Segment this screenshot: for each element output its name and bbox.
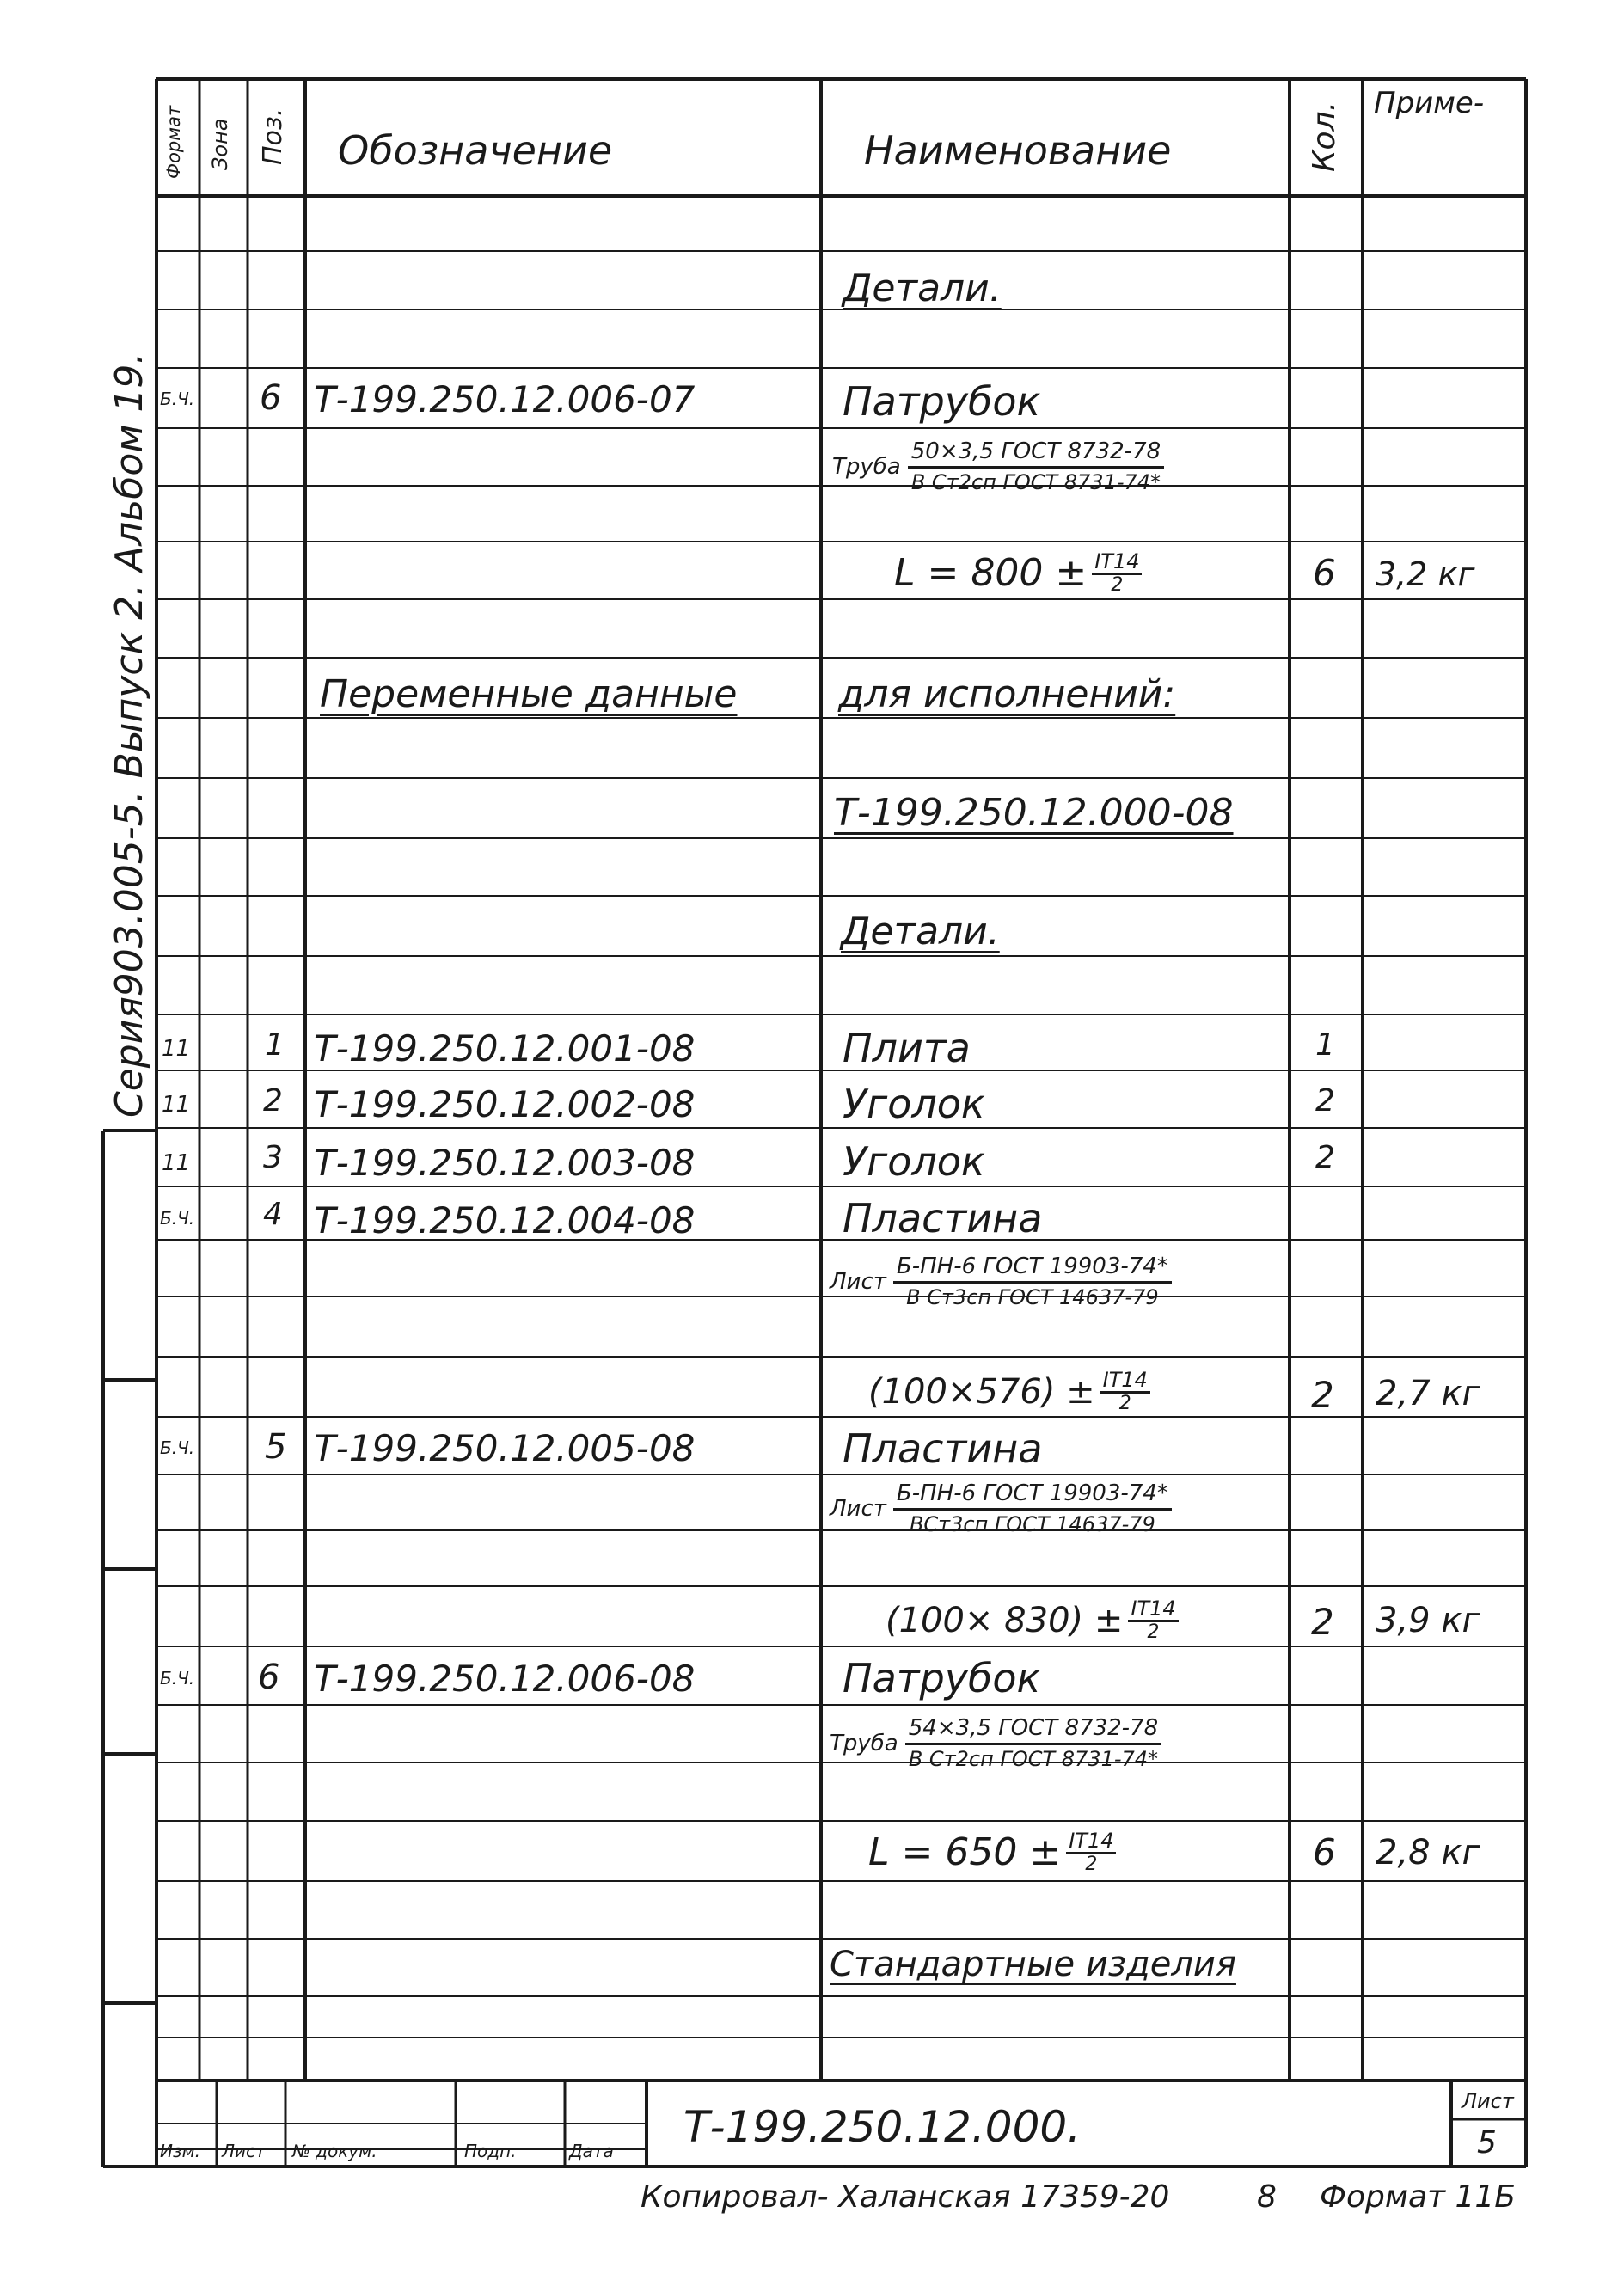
length-value: L = 800 ± (894, 551, 1088, 595)
tolerance-denominator: 2 (1111, 574, 1124, 596)
row-format: 11 (162, 1150, 191, 1176)
material-denominator: В Ст3сп ГОСТ 14637-79 (906, 1285, 1159, 1309)
footer-format: Формат 11Б (1320, 2179, 1517, 2215)
tb-col-sign: Подп. (464, 2141, 517, 2161)
length-value: (100× 830) ± (886, 1600, 1124, 1640)
row-designation: Т-199.250.12.001-08 (314, 1027, 696, 1070)
tolerance-denominator: 2 (1118, 1393, 1131, 1414)
header-pos: Поз. (258, 107, 288, 165)
qty-value: 6 (1313, 552, 1336, 594)
row-name: Уголок (843, 1081, 985, 1127)
tb-col-doc: № докум. (292, 2141, 377, 2161)
material-denominator: ВСт3сп ГОСТ 14637-79 (909, 1512, 1155, 1536)
material-spec (830, 1715, 1161, 1771)
material-lead: Труба (832, 453, 901, 480)
material-lead: Труба (830, 1730, 898, 1756)
qty-value: 2 (1311, 1601, 1334, 1643)
material-numerator: Б-ПН-6 ГОСТ 19903-74* (893, 1480, 1172, 1511)
length-value: L = 650 ± (868, 1830, 1062, 1874)
row-pos: 6 (260, 378, 282, 418)
material-spec (830, 1253, 1172, 1309)
header-zone: Зона (208, 118, 232, 170)
footer-number: 8 (1257, 2179, 1277, 2215)
length-value: (100×576) ± (868, 1371, 1095, 1412)
document-number: Т-199.250.12.000. (683, 2102, 1082, 2152)
material-fraction (905, 1715, 1161, 1771)
material-denominator: В Ст2сп ГОСТ 8731-74* (910, 470, 1161, 494)
material-fraction (893, 1253, 1172, 1309)
row-format: Б.Ч. (160, 1437, 195, 1458)
material-spec (832, 438, 1164, 494)
mass-value: 3,9 кг (1376, 1601, 1480, 1640)
material-numerator: 50×3,5 ГОСТ 8732-78 (908, 438, 1164, 469)
footer-copied-by: Копировал- Халанская 17359-20 (640, 2179, 1170, 2215)
row-format: Б.Ч. (160, 389, 195, 409)
variant-number: Т-199.250.12.000-08 (834, 791, 1234, 835)
header-name: Наименование (864, 127, 1172, 174)
section-standard-items: Стандартные изделия (830, 1945, 1236, 1984)
section-parts-1: Детали. (843, 267, 1002, 310)
length-spec (894, 550, 1142, 596)
material-fraction (893, 1480, 1172, 1536)
row-format: Б.Ч. (160, 1668, 195, 1689)
section-variable-data: Переменные данные (320, 672, 738, 716)
tolerance-numerator: IT14 (1066, 1830, 1116, 1854)
row-designation: Т-199.250.12.004-08 (314, 1199, 696, 1241)
material-lead: Лист (830, 1268, 886, 1295)
row-designation: Т-199.250.12.005-08 (314, 1427, 696, 1469)
tolerance-denominator: 2 (1085, 1854, 1098, 1875)
material-lead: Лист (830, 1495, 886, 1522)
row-name: Пластина (843, 1195, 1043, 1241)
mass-value: 2,7 кг (1376, 1374, 1480, 1413)
row-designation: Т-199.250.12.002-08 (314, 1083, 696, 1125)
tolerance-numerator: IT14 (1092, 550, 1142, 575)
row-pos: 4 (263, 1197, 283, 1232)
tb-col-date: Дата (569, 2141, 614, 2161)
sheet-label: Лист (1462, 2089, 1514, 2113)
tolerance-fraction (1128, 1597, 1178, 1643)
row-pos: 5 (265, 1427, 287, 1467)
section-variable-data-cont: для исполнений: (838, 672, 1176, 716)
row-pos: 6 (258, 1658, 280, 1697)
tolerance-fraction (1100, 1369, 1150, 1414)
row-pos: 3 (263, 1140, 283, 1175)
row-qty: 2 (1315, 1140, 1335, 1175)
row-qty: 1 (1315, 1027, 1335, 1063)
row-name: Патрубок (843, 1655, 1041, 1701)
material-fraction (908, 438, 1164, 494)
row-designation: Т-199.250.12.006-08 (314, 1658, 696, 1700)
header-qty: Кол. (1307, 101, 1342, 172)
tb-col-change: Изм. (160, 2141, 201, 2161)
section-parts-2: Детали. (841, 910, 1000, 953)
length-spec (868, 1830, 1116, 1875)
row-format: 11 (162, 1036, 191, 1062)
mass-value: 2,8 кг (1376, 1833, 1480, 1873)
length-spec (868, 1369, 1150, 1414)
mass-value: 3,2 кг (1376, 555, 1475, 593)
tolerance-numerator: IT14 (1100, 1369, 1150, 1394)
qty-value: 6 (1313, 1831, 1336, 1873)
tolerance-numerator: IT14 (1128, 1597, 1178, 1622)
material-numerator: 54×3,5 ГОСТ 8732-78 (905, 1715, 1161, 1745)
row-name: Плита (843, 1025, 971, 1071)
header-format: Формат (163, 105, 184, 179)
material-spec (830, 1480, 1172, 1536)
row-qty: 2 (1315, 1083, 1335, 1119)
qty-value: 2 (1311, 1374, 1334, 1416)
row-name: Пластина (843, 1425, 1043, 1472)
material-denominator: В Ст2сп ГОСТ 8731-74* (908, 1747, 1159, 1771)
row-designation: Т-199.250.12.006-07 (314, 378, 696, 420)
row-name: Патрубок (843, 378, 1041, 425)
material-numerator: Б-ПН-6 ГОСТ 19903-74* (893, 1253, 1172, 1284)
row-pos: 2 (263, 1083, 283, 1119)
row-name: Уголок (843, 1138, 985, 1185)
tolerance-fraction (1092, 550, 1142, 596)
tolerance-denominator: 2 (1147, 1621, 1160, 1643)
tolerance-fraction (1066, 1830, 1116, 1875)
tb-col-sheet: Лист (222, 2141, 266, 2161)
header-designation: Обозначение (338, 127, 613, 174)
side-caption: Серия903.005-5. Выпуск 2. Альбом 19. (107, 352, 151, 1118)
row-designation: Т-199.250.12.003-08 (314, 1142, 696, 1184)
row-format: Б.Ч. (160, 1208, 195, 1229)
row-pos: 1 (265, 1027, 285, 1063)
row-format: 11 (162, 1092, 191, 1118)
header-note: Приме- (1374, 86, 1485, 120)
length-spec (886, 1597, 1179, 1643)
sheet-number: 5 (1477, 2125, 1497, 2161)
